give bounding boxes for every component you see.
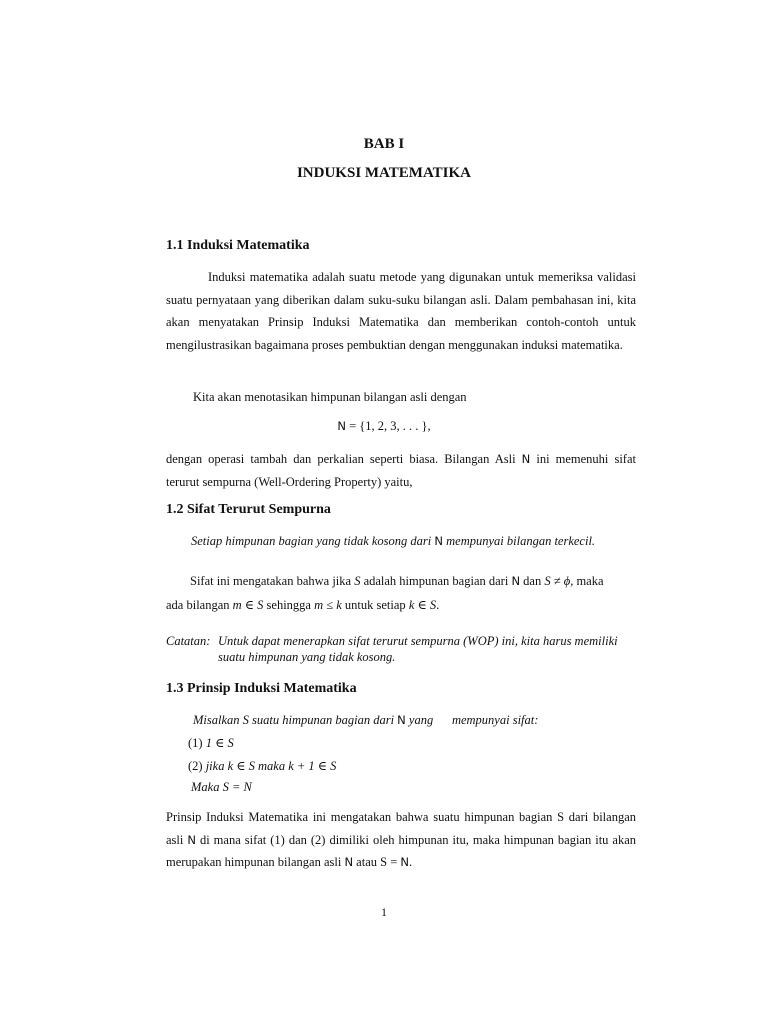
wop-note: Catatan: Untuk dapat menerapkan sifat terurut sempurna (WOP) ini, kita harus memiliki suatu himpunan yang tidak kosong. bbox=[166, 634, 618, 664]
induction-conclusion: Maka S = N bbox=[191, 780, 252, 794]
intro-paragraph: Induksi matematika adalah suatu metode yang digunakan untuk memeriksa validasi suatu pernyataan yang diberikan dalam suku-suku bilangan asli. Dalam pembahasan ini, kita akan menyatakan Prinsip Induksi Matematika dan memberikan contoh-contoh untuk mengilustrasikan bagaimana proses pembuktian dengan menggunakan induksi matematika. bbox=[166, 270, 636, 352]
wop-statement: Setiap himpunan bagian yang tidak kosong dari N mempunyai bilangan terkecil. bbox=[191, 534, 596, 548]
natural-set-symbol: N bbox=[397, 713, 406, 727]
section-heading-1-2: 1.2 Sifat Terurut Sempurna bbox=[166, 502, 331, 517]
chapter-title: INDUKSI MATEMATIKA bbox=[296, 165, 472, 181]
well-ordering-intro: dengan operasi tambah dan perkalian seperti biasa. Bilangan Asli N ini memenuhi sifat terurut sempurna (Well-Ordering Property) yaitu, bbox=[166, 452, 636, 489]
natural-set-symbol: N bbox=[400, 855, 409, 869]
natural-set-symbol: N bbox=[344, 855, 354, 869]
notation-line: Kita akan menotasikan himpunan bilangan asli dengan bbox=[193, 390, 467, 404]
section-heading-1-3: 1.3 Prinsip Induksi Matematika bbox=[166, 681, 357, 696]
chapter-number: BAB I bbox=[363, 136, 405, 152]
natural-set-elements: = {1, 2, 3, . . . }, bbox=[349, 419, 431, 433]
induction-closing-paragraph: Prinsip Induksi Matematika ini mengatakan bahwa suatu himpunan bagian S dari bilangan asli N di mana sifat (1) dan (2) dimiliki oleh himpunan itu, maka himpunan bagian itu akan merupakan himpunan bilangan asli N atau S = N. bbox=[166, 810, 637, 869]
natural-set-symbol: N bbox=[511, 574, 521, 588]
note-label: Catatan: bbox=[166, 634, 211, 648]
induction-condition-2: (2) jika k ∈ S maka k + 1 ∈ S bbox=[188, 759, 337, 773]
page-number: 1 bbox=[381, 905, 387, 919]
natural-set-symbol: N bbox=[521, 452, 531, 466]
natural-set-definition bbox=[0, 419, 768, 434]
induction-premise: Misalkan S suatu himpunan bagian dari N yang mempunyai sifat: bbox=[193, 713, 539, 727]
wop-explanation-line-2: ada bilangan m ∈ S sehingga m ≤ k untuk setiap k ∈ S. bbox=[166, 598, 440, 612]
natural-set-symbol: N bbox=[187, 832, 196, 847]
induction-condition-1: (1) 1 ∈ S bbox=[188, 736, 234, 750]
natural-set-symbol: N bbox=[337, 419, 346, 433]
wop-explanation-line-1: Sifat ini mengatakan bahwa jika S adalah himpunan bagian dari N dan S ≠ ϕ, maka bbox=[190, 574, 604, 588]
natural-set-symbol: N bbox=[434, 534, 443, 548]
section-heading-1-1: 1.1 Induksi Matematika bbox=[166, 238, 310, 253]
